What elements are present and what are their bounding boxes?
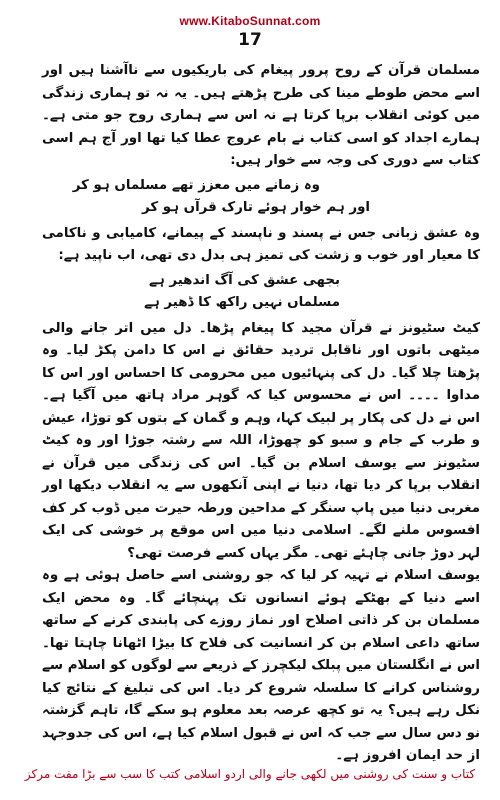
paragraph-1: مسلمان قرآن کے روح پرور پیغام کی باریکیوں سے ناآشنا ہیں اور اسے محض طوطے مینا کی طرح پڑھتے ہیں۔ یہ نہ تو ہماری زندگی میں کوئی انقلاب برپا کرتا ہے نہ اس سے ہماری روح جو متی ہے۔ ہمارے اجداد کو اسی کتاب نے بام عروج عطا کیا تھا اور آج ہم اسی کتاب سے دوری کی وجہ سے خوار ہیں: [42,63,480,168]
couplet-2 [42,270,480,314]
couplet-1-line-1: وہ زمانے میں معزز تھے مسلماں ہو کر [72,177,320,193]
couplet-2-line-1: بجھی عشق کی آگ اندھیر ہے [149,272,340,288]
couplet-1-line-2: اور ہم خوار ہوئے تارک قرآں ہو کر [141,199,370,215]
couplet-2-line-2: مسلماں نہیں راکھ کا ڈھیر ہے [144,294,340,310]
page-number: 17 [238,30,262,50]
paragraph-4: یوسف اسلام نے تہیہ کر لیا کہ جو روشنی اسے حاصل ہوئی ہے وہ اسے دنیا کے بھٹکے ہوئے انسانوں تک پہنچائے گا۔ وہ محض ایک مسلمان بن کر ذاتی اصلاح اور نماز روزے کی پابندی کرنے کے ساتھ ساتھ داعی اسلام بن کر انسانیت کی فلاح کا بیڑا اٹھانا چاہتا تھا۔ اس نے انگلستان میں پبلک لیکچرز کے ذریعے سے لوگوں کو اسلام سے روشناس کرانے کا سلسلہ شروع کر دیا۔ اس کی تبلیغ کے نتائج کیا نکل رہے ہیں؟ یہ تو کچھ عرصہ بعد معلوم ہو سکے گا، تاہم گزشتہ نو دس سال سے جب کہ اس نے قبول اسلام کیا ہے، اس کی جدوجہد از حد ایمان افروز ہے۔ [42,568,480,763]
footer-banner: کتاب و سنت کی روشنی میں لکھی جانے والی اردو اسلامی کتب کا سب سے بڑا مفت مرکز [24,767,476,781]
couplet-1 [42,175,480,219]
page-body [42,60,480,768]
paragraph-2: وہ عشق زبانی جس نے پسند و ناپسند کے پیمانے، کامیابی و ناکامی کا معیار اور خوب و زشت کی تمیز ہی بدل دی تھی، اب ناپید ہے: [42,225,480,263]
paragraph-3: کیٹ سٹیونز نے قرآن مجید کا پیغام پڑھا۔ دل میں اتر جانے والی میٹھی باتوں اور ناقابل تردید حقائق نے اس کا دامن پکڑ لیا۔ وہ پڑھتا چلا گیا۔ دل کی پنہائیوں میں محرومی کا احساس اور اس کا مداوا ۔۔۔۔ اس نے محسوس کیا کہ گوہر مراد ہاتھ میں آگیا ہے۔ اس نے دل کی پکار پر لبیک کہا، وہم و گمان کے بتوں کو توڑا، عیش و طرب کے جام و سبو کو چھوڑا، اللہ سے رشتہ جوڑا اور وہ کیٹ سٹیونز سے یوسف اسلام بن گیا۔ اس کی زندگی میں قرآن نے انقلاب برپا کر دیا تھا، دنیا نے اپنی آنکھوں سے یہ انقلاب دیکھا اور مغربی دنیا میں پاپ سنگر کے مداحین ورطہ حیرت میں ڈوب کر کف افسوس ملنے لگے۔ اسلامی دنیا میں اس موقع پر خوشی کی ایک لہر دوڑ جانی چاہئے تھی۔ مگر یہاں کسے فرصت تھی؟ [42,320,480,561]
site-url: www.KitaboSunnat.com [179,14,321,28]
